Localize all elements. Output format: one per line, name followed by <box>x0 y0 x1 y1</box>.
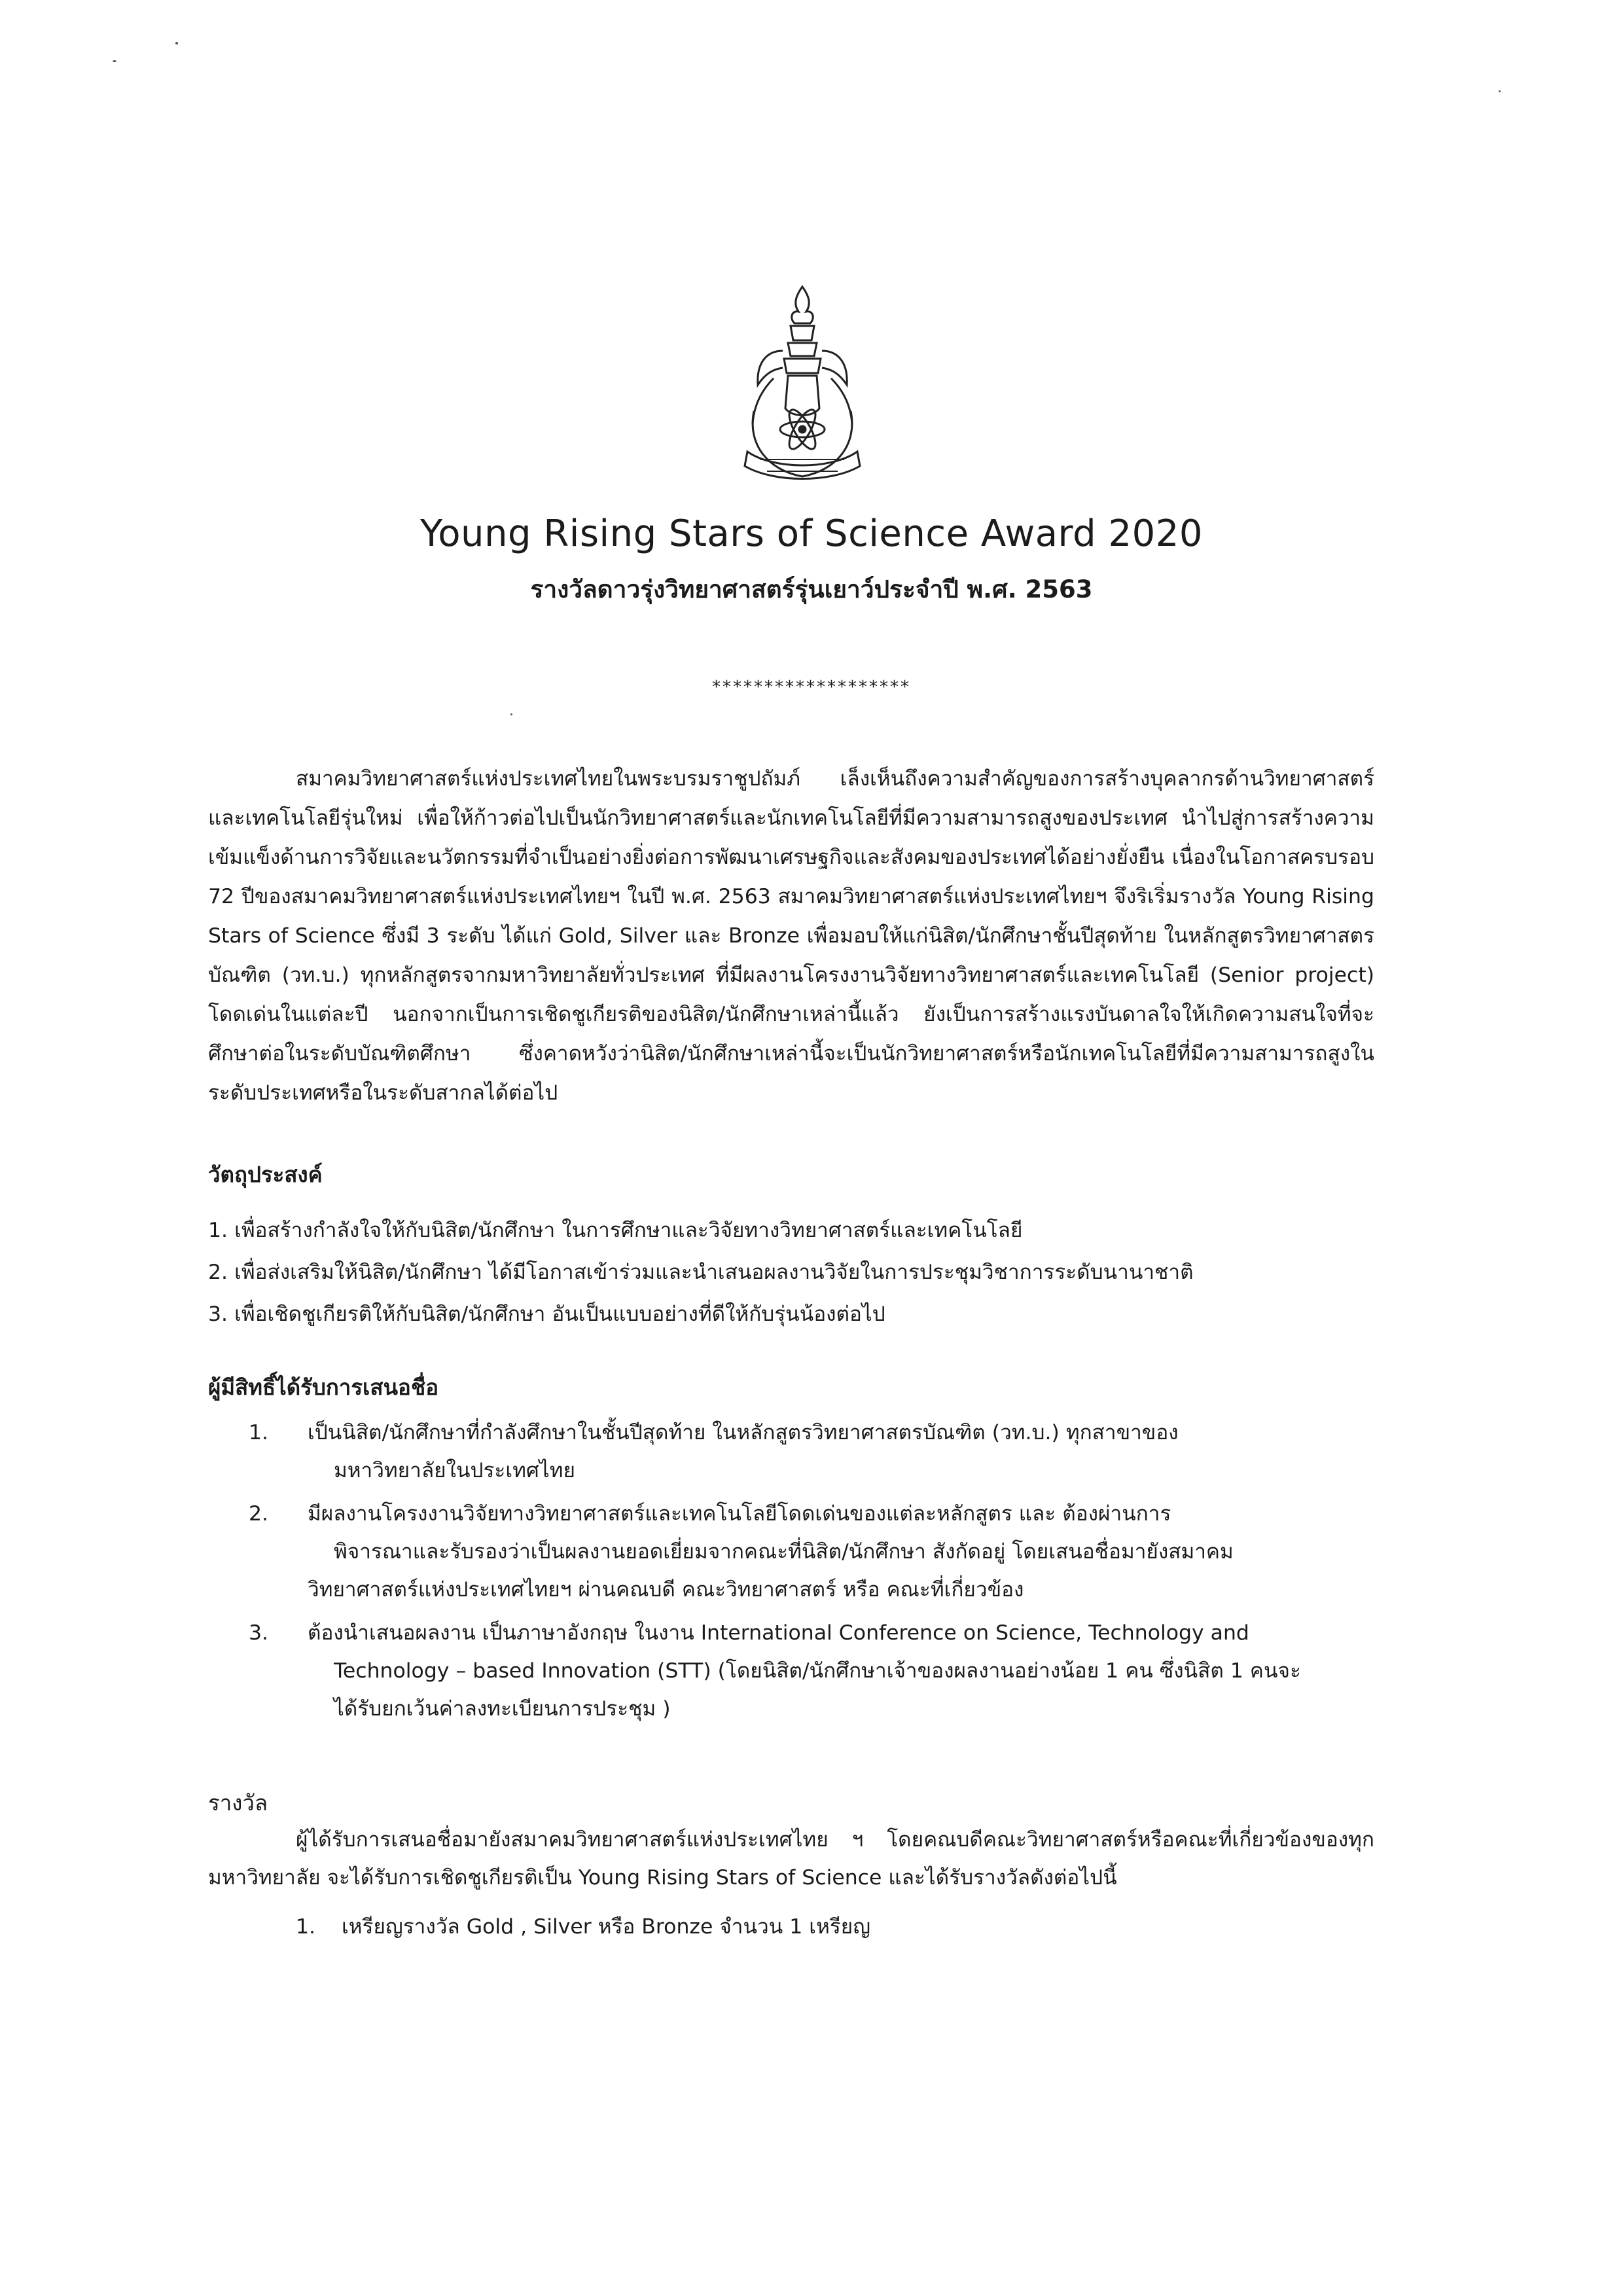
eligibility-heading: ผู้มีสิทธิ์ได้รับการเสนอชื่อ <box>208 1374 439 1400</box>
eligibility-list <box>249 1414 1374 1733</box>
scan-speck <box>175 42 178 45</box>
objectives-list <box>208 1210 1386 1335</box>
item-line: พิจารณาและรับรองว่าเป็นผลงานยอดเยี่ยมจากคณะที่นิสิต/นักศึกษา สังกัดอยู่ โดยเสนอชื่อมายังสมาคม <box>334 1540 1234 1564</box>
item-line: ต้องนำเสนอผลงาน เป็นภาษาอังกฤษ ในงาน International Conference on Science, Technology and <box>308 1621 1249 1645</box>
objectives-heading: วัตถุประสงค์ <box>208 1162 323 1187</box>
award-paragraph: ผู้ได้รับการเสนอชื่อมายังสมาคมวิทยาศาสตร์แห่งประเทศไทย ฯ โดยคณบดีคณะวิทยาศาสตร์หรือคณะที่เกี่ยวข้องของทุกมหาวิทยาลัย จะได้รับการเชิดชูเกียรติเป็น Young Rising Stars of Science และได้รับรางวัลดังต่อไปนี้ <box>208 1828 1374 1890</box>
item-line: วิทยาศาสตร์แห่งประเทศไทยฯ ผ่านคณบดี คณะวิทยาศาสตร์ หรือ คณะที่เกี่ยวข้อง <box>308 1578 1024 1602</box>
list-item <box>249 1614 1374 1728</box>
award-heading: รางวัล <box>208 1790 268 1816</box>
award-item <box>296 1908 870 1946</box>
item-line: ได้รับยกเว้นค่าลงทะเบียนการประชุม ) <box>334 1697 671 1721</box>
list-item: 1. เพื่อสร้างกำลังใจให้กับนิสิต/นักศึกษา ในการศึกษาและวิจัยทางวิทยาศาสตร์และเทคโนโลยี <box>208 1219 1023 1242</box>
scan-speck <box>510 713 512 715</box>
item-number: 2. <box>249 1502 269 1526</box>
item-line: มหาวิทยาลัยในประเทศไทย <box>334 1459 575 1482</box>
item-number: 3. <box>249 1621 269 1645</box>
list-item: 3. เพื่อเชิดชูเกียรติให้กับนิสิต/นักศึกษา อันเป็นแบบอย่างที่ดีให้กับรุ่นน้องต่อไป <box>208 1302 885 1326</box>
document-title: Young Rising Stars of Science Award 2020 <box>420 512 1203 555</box>
list-item: 2. เพื่อส่งเสริมให้นิสิต/นักศึกษา ได้มีโอกาสเข้าร่วมและนำเสนอผลงานวิจัยในการประชุมวิชาการระดับนานาชาติ <box>208 1261 1194 1284</box>
document-subtitle: รางวัลดาวรุ่งวิทยาศาสตร์รุ่นเยาว์ประจำปี พ.ศ. 2563 <box>530 575 1093 603</box>
scan-speck <box>1499 90 1501 92</box>
item-line: มีผลงานโครงงานวิจัยทางวิทยาศาสตร์และเทคโนโลยีโดดเด่นของแต่ละหลักสูตร และ ต้องผ่านการ <box>308 1502 1171 1526</box>
item-number: 1. <box>296 1915 316 1939</box>
science-society-crest-icon <box>728 280 877 490</box>
item-number: 1. <box>249 1421 269 1444</box>
scan-speck <box>113 60 116 62</box>
separator-line: ******************* <box>712 677 911 697</box>
list-item <box>249 1495 1374 1609</box>
item-text: เหรียญรางวัล Gold , Silver หรือ Bronze จำนวน 1 เหรียญ <box>342 1915 871 1939</box>
item-line: Technology – based Innovation (STT) (โดยนิสิต/นักศึกษาเจ้าของผลงานอย่างน้อย 1 คน ซึ่งนิสิต 1 คนจะ <box>334 1659 1301 1683</box>
intro-paragraph: สมาคมวิทยาศาสตร์แห่งประเทศไทยในพระบรมราชูปถัมภ์ เล็งเห็นถึงความสำคัญของการสร้างบุคลากรด้านวิทยาศาสตร์และเทคโนโลยีรุ่นใหม่ เพื่อให้ก้าวต่อไปเป็นนักวิทยาศาสตร์และนักเทคโนโลยีที่มีความสามารถสูงของประเทศ นำไปสู่การสร้างความเข้มแข็งด้านการวิจัยและนวัตกรรมที่จำเป็นอย่างยิ่งต่อการพัฒนาเศรษฐกิจและสังคมของประเทศได้อย่างยั่งยืน เนื่องในโอกาสครบรอบ 72 ปีของสมาคมวิทยาศาสตร์แห่งประเทศไทยฯ ในปี พ.ศ. 2563 สมาคมวิทยาศาสตร์แห่งประเทศไทยฯ จึงริเริ่มรางวัล Young Rising Stars of Science ซึ่งมี 3 ระดับ ได้แก่ Gold, Silver และ Bronze เพื่อมอบให้แก่นิสิต/นักศึกษาชั้นปีสุดท้าย ในหลักสูตรวิทยาศาสตรบัณฑิต (วท.บ.) ทุกหลักสูตรจากมหาวิทยาลัยทั่วประเทศ ที่มีผลงานโครงงานวิจัยทางวิทยาศาสตร์และเทคโนโลยี (Senior project) โดดเด่นในแต่ละปี นอกจากเป็นการเชิดชูเกียรติของนิสิต/นักศึกษาเหล่านี้แล้ว ยังเป็นการสร้างแรงบันดาลใจให้เกิดความสนใจที่จะศึกษาต่อในระดับบัณฑิตศึกษา ซึ่งคาดหวังว่านิสิต/นักศึกษาเหล่านี้จะเป็นนักวิทยาศาสตร์หรือนักเทคโนโลยีที่มีความสามารถสูงในระดับประเทศหรือในระดับสากลได้ต่อไป <box>208 767 1374 1105</box>
item-line: เป็นนิสิต/นักศึกษาที่กำลังศึกษาในชั้นปีสุดท้าย ในหลักสูตรวิทยาศาสตรบัณฑิต (วท.บ.) ทุกสาขาของ <box>308 1421 1179 1444</box>
list-item <box>249 1414 1374 1490</box>
